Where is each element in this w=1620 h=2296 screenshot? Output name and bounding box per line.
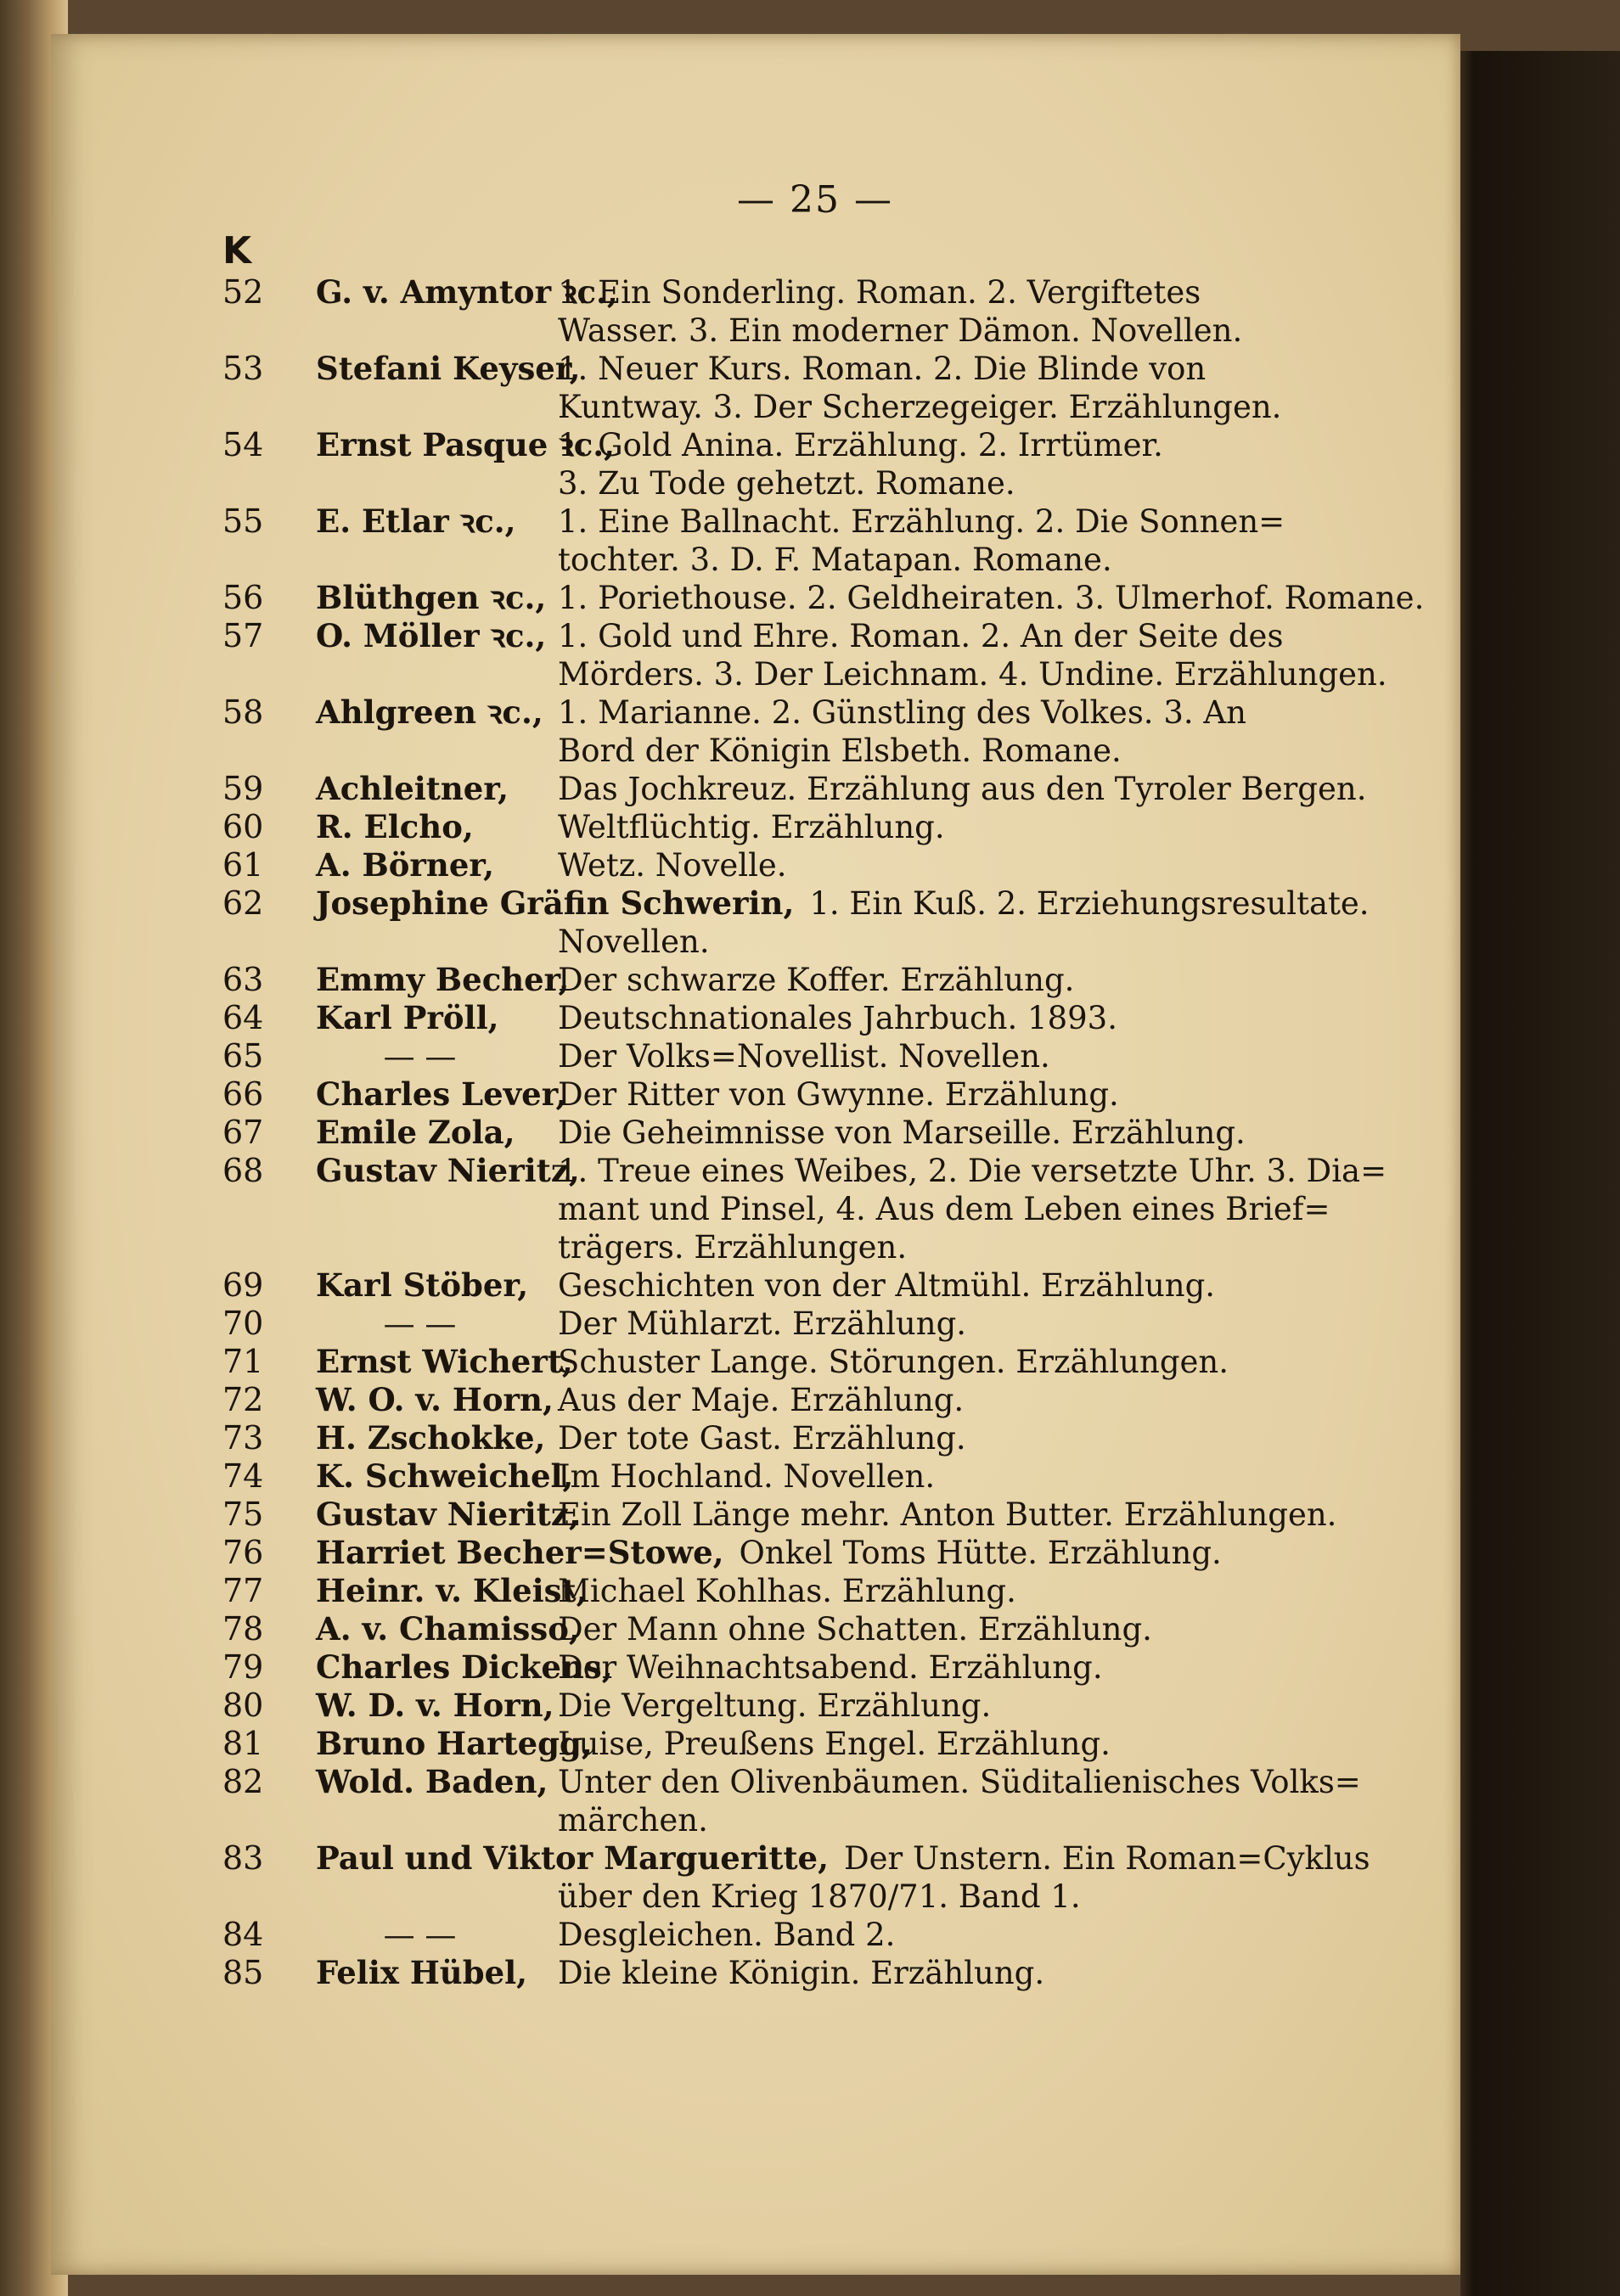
entry-title: Im Hochland. Novellen. <box>558 1458 936 1495</box>
catalog-entry <box>222 1457 1343 1496</box>
entry-continuation: Bord der Königin Elsbeth. Romane. <box>558 733 1122 769</box>
entry-number: 63 <box>222 961 264 998</box>
catalog-entry <box>222 1381 1343 1419</box>
entry-title: Die kleine Königin. Erzählung. <box>558 1955 1045 1991</box>
entry-number: 77 <box>222 1572 264 1609</box>
entry-continuation: Wasser. 3. Ein moderner Dämon. Novellen. <box>558 312 1243 349</box>
entry-title: Der Weihnachtsabend. Erzählung. <box>558 1649 1103 1686</box>
entry-number: 70 <box>222 1305 264 1342</box>
page-number: — 25 — <box>737 178 893 222</box>
catalog-entry <box>222 1305 1343 1343</box>
entry-author: A. Börner, <box>316 846 495 884</box>
section-letter: K <box>222 229 252 272</box>
entry-author: Emmy Becher, <box>316 961 570 998</box>
entry-number: 79 <box>222 1648 264 1686</box>
catalog-entry <box>222 1496 1343 1534</box>
entry-number: 56 <box>222 579 264 616</box>
entry-continuation: Novellen. <box>558 923 710 960</box>
entry-author: Ahlgreen ꝛc., <box>316 693 543 731</box>
entry-number: 54 <box>222 426 264 463</box>
entry-author: K. Schweichel, <box>316 1457 574 1495</box>
entry-title: 1. Ein Sonderling. Roman. 2. Vergiftetes <box>558 274 1201 311</box>
entry-author: Bruno Hartegg, <box>316 1725 593 1762</box>
entry-title: Der tote Gast. Erzählung. <box>558 1420 966 1457</box>
catalog-entry <box>222 999 1343 1037</box>
entry-title: 1. Neuer Kurs. Roman. 2. Die Blinde von <box>558 351 1207 387</box>
entry-number: 57 <box>222 617 264 654</box>
entry-title: Desgleichen. Band 2. <box>558 1917 896 1953</box>
entry-number: 82 <box>222 1763 264 1800</box>
entry-continuation: mant und Pinsel, 4. Aus dem Leben eines Brief= <box>558 1191 1330 1227</box>
entry-title: Luise, Preußens Engel. Erzählung. <box>558 1726 1111 1762</box>
entry-title: 1. Gold und Ehre. Roman. 2. An der Seite des <box>558 618 1284 654</box>
catalog-entry <box>222 617 1387 693</box>
entry-title: Der Volks=Novellist. Novellen. <box>558 1038 1050 1075</box>
catalog-entry <box>222 770 1367 808</box>
entry-author: Karl Pröll, <box>316 999 499 1036</box>
entry-title: Der Ritter von Gwynne. Erzählung. <box>558 1076 1119 1113</box>
entry-continuation: Mörders. 3. Der Leichnam. 4. Undine. Erzählungen. <box>558 656 1387 693</box>
entry-author: Charles Lever, <box>316 1075 567 1113</box>
entry-number: 53 <box>222 350 264 387</box>
entry-author: Ernst Wichert, <box>316 1343 573 1380</box>
catalog-entry <box>222 502 1343 579</box>
entry-number: 61 <box>222 846 264 884</box>
entry-author: Wold. Baden, <box>316 1763 548 1800</box>
entry-author: Ernst Pasque ꝛc., <box>316 426 616 463</box>
entry-title: Der schwarze Koffer. Erzählung. <box>558 962 1075 998</box>
entry-author: R. Elcho, <box>316 808 474 845</box>
catalog-entry <box>222 579 1425 617</box>
catalog-entry <box>222 1687 1343 1725</box>
entry-author: Emile Zola, <box>316 1114 515 1151</box>
entry-number: 65 <box>222 1037 264 1075</box>
entry-author: Heinr. v. Kleist, <box>316 1572 588 1609</box>
catalog-entry <box>222 1916 1343 1954</box>
entry-title: 1. Marianne. 2. Günstling des Volkes. 3. An <box>558 694 1246 731</box>
entry-author: Blüthgen ꝛc., <box>316 579 547 616</box>
entry-number: 52 <box>222 273 264 311</box>
catalog-entry <box>222 1534 1343 1572</box>
entry-number: 76 <box>222 1534 264 1571</box>
entry-number: 55 <box>222 502 264 540</box>
entry-title: Ein Zoll Länge mehr. Anton Butter. Erzählungen. <box>558 1496 1337 1533</box>
entry-title: Die Geheimnisse von Marseille. Erzählung. <box>558 1114 1246 1151</box>
entry-title: Wetz. Novelle. <box>558 847 787 884</box>
catalog-entry <box>222 426 1343 502</box>
entry-title: Der Mann ohne Schatten. Erzählung. <box>558 1611 1152 1648</box>
entry-continuation: über den Krieg 1870/71. Band 1. <box>558 1878 1081 1915</box>
ditto-mark: — — <box>383 1038 457 1075</box>
entry-number: 73 <box>222 1419 264 1457</box>
catalog-entry <box>222 1343 1343 1381</box>
catalog-entry <box>222 808 1343 846</box>
catalog-entry <box>222 1152 1387 1266</box>
entry-number: 80 <box>222 1687 264 1724</box>
ditto-mark: — — <box>383 1917 457 1953</box>
entry-title: 1. Gold Anina. Erzählung. 2. Irrtümer. <box>558 427 1163 463</box>
entry-number: 71 <box>222 1343 264 1380</box>
entry-number: 68 <box>222 1152 264 1189</box>
entry-number: 72 <box>222 1381 264 1418</box>
catalog-entries <box>222 273 1425 1992</box>
catalog-entry <box>222 1037 1343 1075</box>
entry-title: 1. Treue eines Weibes, 2. Die versetzte Uhr. 3. Dia= <box>558 1153 1387 1189</box>
scan-background <box>1460 51 1620 2296</box>
entry-title: Geschichten von der Altmühl. Erzählung. <box>558 1267 1216 1304</box>
catalog-entry <box>222 961 1343 999</box>
entry-author: Gustav Nieritz, <box>316 1496 580 1533</box>
entry-title: Die Vergeltung. Erzählung. <box>558 1687 992 1724</box>
entry-author: Paul und Viktor Margueritte, <box>316 1839 829 1877</box>
entry-title: Weltflüchtig. Erzählung. <box>558 809 945 845</box>
entry-number: 58 <box>222 693 264 731</box>
catalog-entry <box>222 1572 1343 1610</box>
entry-number: 64 <box>222 999 264 1036</box>
entry-number: 66 <box>222 1075 264 1113</box>
entry-title: Aus der Maje. Erzählung. <box>558 1382 965 1418</box>
entry-author: Josephine Gräfin Schwerin, <box>316 884 795 922</box>
entry-title: Der Unstern. Ein Roman=Cyklus <box>843 1840 1370 1877</box>
entry-number: 74 <box>222 1457 264 1495</box>
catalog-entry <box>222 1610 1343 1648</box>
entry-author: W. O. v. Horn, <box>316 1381 554 1418</box>
entry-author: Karl Stöber, <box>316 1266 529 1304</box>
catalog-entry <box>222 1954 1343 1992</box>
entry-number: 75 <box>222 1496 264 1533</box>
catalog-entry <box>222 273 1343 350</box>
entry-author: O. Möller ꝛc., <box>316 617 547 654</box>
entry-number: 84 <box>222 1916 264 1953</box>
entry-author: Charles Dickens, <box>316 1648 613 1686</box>
catalog-entry <box>222 1763 1361 1839</box>
entry-title: 1. Eine Ballnacht. Erzählung. 2. Die Sonnen= <box>558 503 1285 540</box>
catalog-entry <box>222 884 1370 961</box>
catalog-entry <box>222 350 1343 426</box>
catalog-entry <box>222 1266 1343 1305</box>
entry-number: 62 <box>222 884 264 922</box>
entry-number: 69 <box>222 1266 264 1304</box>
entry-author: W. D. v. Horn, <box>316 1687 554 1724</box>
entry-author: Gustav Nieritz, <box>316 1152 580 1189</box>
catalog-entry <box>222 1075 1343 1114</box>
entry-number: 78 <box>222 1610 264 1648</box>
entry-title: Unter den Olivenbäumen. Süditalienisches Volks= <box>558 1764 1361 1800</box>
entry-continuation: trägers. Erzählungen. <box>558 1229 908 1266</box>
entry-number: 60 <box>222 808 264 845</box>
catalog-entry <box>222 1725 1343 1763</box>
catalog-entry <box>222 1114 1343 1152</box>
entry-number: 67 <box>222 1114 264 1151</box>
entry-author: Stefani Keyser, <box>316 350 581 387</box>
entry-continuation: 3. Zu Tode gehetzt. Romane. <box>558 465 1015 502</box>
entry-title: Schuster Lange. Störungen. Erzählungen. <box>558 1344 1229 1380</box>
catalog-entry <box>222 693 1343 770</box>
entry-author: G. v. Amyntor ꝛc., <box>316 273 618 311</box>
entry-number: 81 <box>222 1725 264 1762</box>
entry-author: H. Zschokke, <box>316 1419 546 1457</box>
entry-number: 83 <box>222 1839 264 1877</box>
catalog-entry <box>222 1419 1343 1457</box>
entry-title: Der Mühlarzt. Erzählung. <box>558 1305 967 1342</box>
entry-author: E. Etlar ꝛc., <box>316 502 516 540</box>
entry-author: Felix Hübel, <box>316 1954 528 1991</box>
entry-number: 85 <box>222 1954 264 1991</box>
ditto-mark: — — <box>383 1305 457 1342</box>
entry-title: 1. Ein Kuß. 2. Erziehungsresultate. <box>809 885 1370 922</box>
entry-continuation: tochter. 3. D. F. Matapan. Romane. <box>558 542 1112 578</box>
entry-author: Harriet Becher=Stowe, <box>316 1534 724 1571</box>
entry-number: 59 <box>222 770 264 807</box>
entry-title: 1. Poriethouse. 2. Geldheiraten. 3. Ulmerhof. Romane. <box>558 580 1425 616</box>
entry-continuation: märchen. <box>558 1802 708 1838</box>
entry-title: Das Jochkreuz. Erzählung aus den Tyroler Bergen. <box>558 771 1367 807</box>
entry-title: Onkel Toms Hütte. Erzählung. <box>739 1535 1222 1571</box>
entry-continuation: Kuntway. 3. Der Scherzegeiger. Erzählungen. <box>558 389 1282 425</box>
catalog-entry <box>222 1648 1343 1687</box>
entry-title: Michael Kohlhas. Erzählung. <box>558 1573 1016 1609</box>
entry-author: Achleitner, <box>316 770 509 807</box>
catalog-entry <box>222 1839 1370 1916</box>
catalog-entry <box>222 846 1343 884</box>
entry-author: A. v. Chamisso, <box>316 1610 580 1648</box>
entry-title: Deutschnationales Jahrbuch. 1893. <box>558 1000 1117 1036</box>
